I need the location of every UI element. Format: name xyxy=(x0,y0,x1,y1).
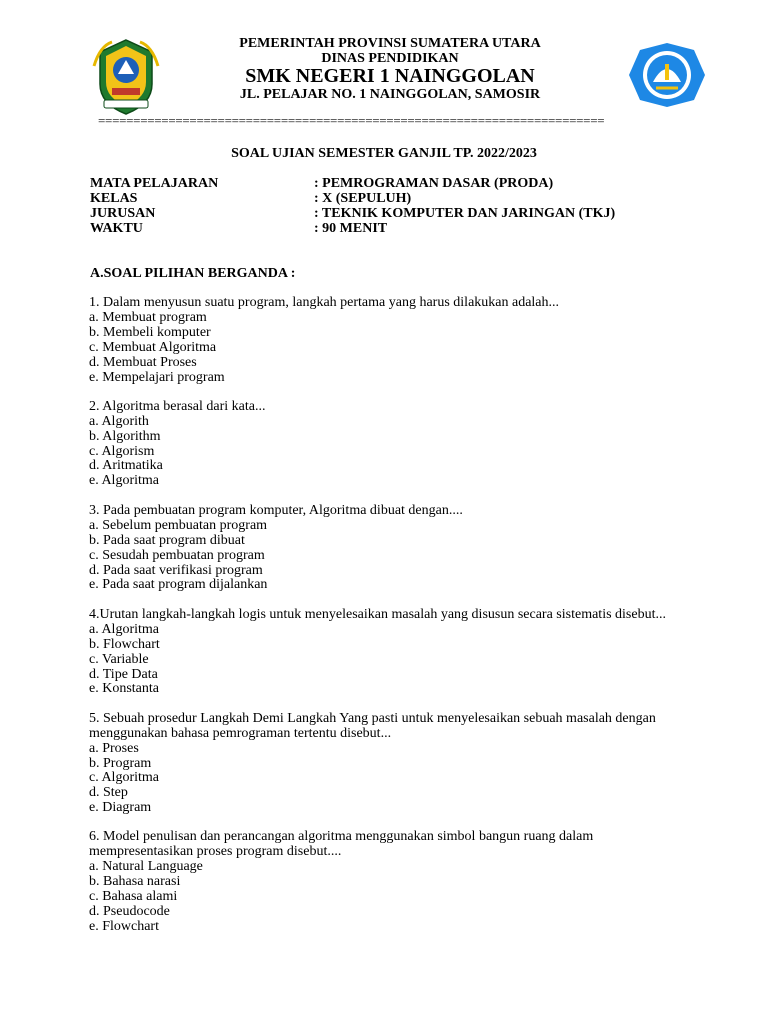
info-value: : X (SEPULUH) xyxy=(314,191,412,206)
answer-option: d. Step xyxy=(89,785,128,800)
answer-option: b. Flowchart xyxy=(89,637,160,652)
answer-option: d. Pada saat verifikasi program xyxy=(89,563,263,578)
answer-option: c. Membuat Algoritma xyxy=(89,340,217,355)
answer-option: a. Natural Language xyxy=(89,859,203,874)
question-text: 3. Pada pembuatan program komputer, Algoritma dibuat dengan.... xyxy=(89,503,463,518)
answer-option: b. Membeli komputer xyxy=(89,325,211,340)
info-row xyxy=(90,206,615,222)
info-row xyxy=(90,221,387,237)
answer-option: c. Algorism xyxy=(89,444,155,459)
question-text: 1. Dalam menyusun suatu program, langkah pertama yang harus dilakukan adalah... xyxy=(89,295,560,310)
answer-option: d. Tipe Data xyxy=(89,667,158,682)
answer-option: c. Algoritma xyxy=(89,770,159,785)
answer-option: e. Algoritma xyxy=(89,473,159,488)
letterhead-address: JL. PELAJAR NO. 1 NAINGGOLAN, SAMOSIR xyxy=(239,87,541,102)
info-key: WAKTU xyxy=(90,221,143,236)
answer-option: c. Bahasa alami xyxy=(89,889,178,904)
info-value: : PEMROGRAMAN DASAR (PRODA) xyxy=(314,176,554,191)
info-key: MATA PELAJARAN xyxy=(90,176,219,191)
section-title: A.SOAL PILIHAN BERGANDA : xyxy=(90,266,296,281)
answer-option: e. Mempelajari program xyxy=(89,370,225,385)
answer-option: d. Pseudocode xyxy=(89,904,170,919)
letterhead-office: DINAS PENDIDIKAN xyxy=(321,51,459,66)
answer-option: b. Algorithm xyxy=(89,429,161,444)
answer-option: d. Membuat Proses xyxy=(89,355,197,370)
answer-option: d. Aritmatika xyxy=(89,458,163,473)
question-text: mempresentasikan proses program disebut.... xyxy=(89,844,342,859)
answer-option: c. Variable xyxy=(89,652,149,667)
question-text: 6. Model penulisan dan perancangan algoritma menggunakan simbol bangun ruang dalam xyxy=(89,829,594,844)
info-row xyxy=(90,191,411,207)
answer-option: c. Sesudah pembuatan program xyxy=(89,548,265,563)
answer-option: b. Program xyxy=(89,756,152,771)
letterhead-school-name: SMK NEGERI 1 NAINGGOLAN xyxy=(245,65,535,87)
answer-option: b. Pada saat program dibuat xyxy=(89,533,245,548)
answer-option: a. Proses xyxy=(89,741,139,756)
answer-option: e. Pada saat program dijalankan xyxy=(89,577,268,592)
answer-option: e. Diagram xyxy=(89,800,152,815)
answer-option: a. Membuat program xyxy=(89,310,207,325)
answer-option: b. Bahasa narasi xyxy=(89,874,181,889)
info-value: : TEKNIK KOMPUTER DAN JARINGAN (TKJ) xyxy=(314,206,616,221)
tut-wuri-handayani-logo xyxy=(628,42,706,108)
info-row xyxy=(90,176,553,192)
info-key: JURUSAN xyxy=(90,206,156,221)
question-text: 2. Algoritma berasal dari kata... xyxy=(89,399,266,414)
header-divider: ======================================================================== xyxy=(98,114,605,128)
letterhead-province: PEMERINTAH PROVINSI SUMATERA UTARA xyxy=(239,36,541,51)
answer-option: a. Algorith xyxy=(89,414,149,429)
info-value: : 90 MENIT xyxy=(314,221,388,236)
info-key: KELAS xyxy=(90,191,138,206)
question-text: menggunakan bahasa pemrograman tertentu disebut... xyxy=(89,726,392,741)
exam-title: SOAL UJIAN SEMESTER GANJIL TP. 2022/2023 xyxy=(231,146,537,161)
answer-option: a. Sebelum pembuatan program xyxy=(89,518,268,533)
provincial-emblem-logo xyxy=(92,36,160,116)
question-text: 5. Sebuah prosedur Langkah Demi Langkah Yang pasti untuk menyelesaikan sebuah masalah dengan xyxy=(89,711,656,726)
answer-option: a. Algoritma xyxy=(89,622,159,637)
answer-option: e. Flowchart xyxy=(89,919,159,934)
answer-option: e. Konstanta xyxy=(89,681,159,696)
question-text: 4.Urutan langkah-langkah logis untuk menyelesaikan masalah yang disusun secara sistematis disebut... xyxy=(89,607,666,622)
